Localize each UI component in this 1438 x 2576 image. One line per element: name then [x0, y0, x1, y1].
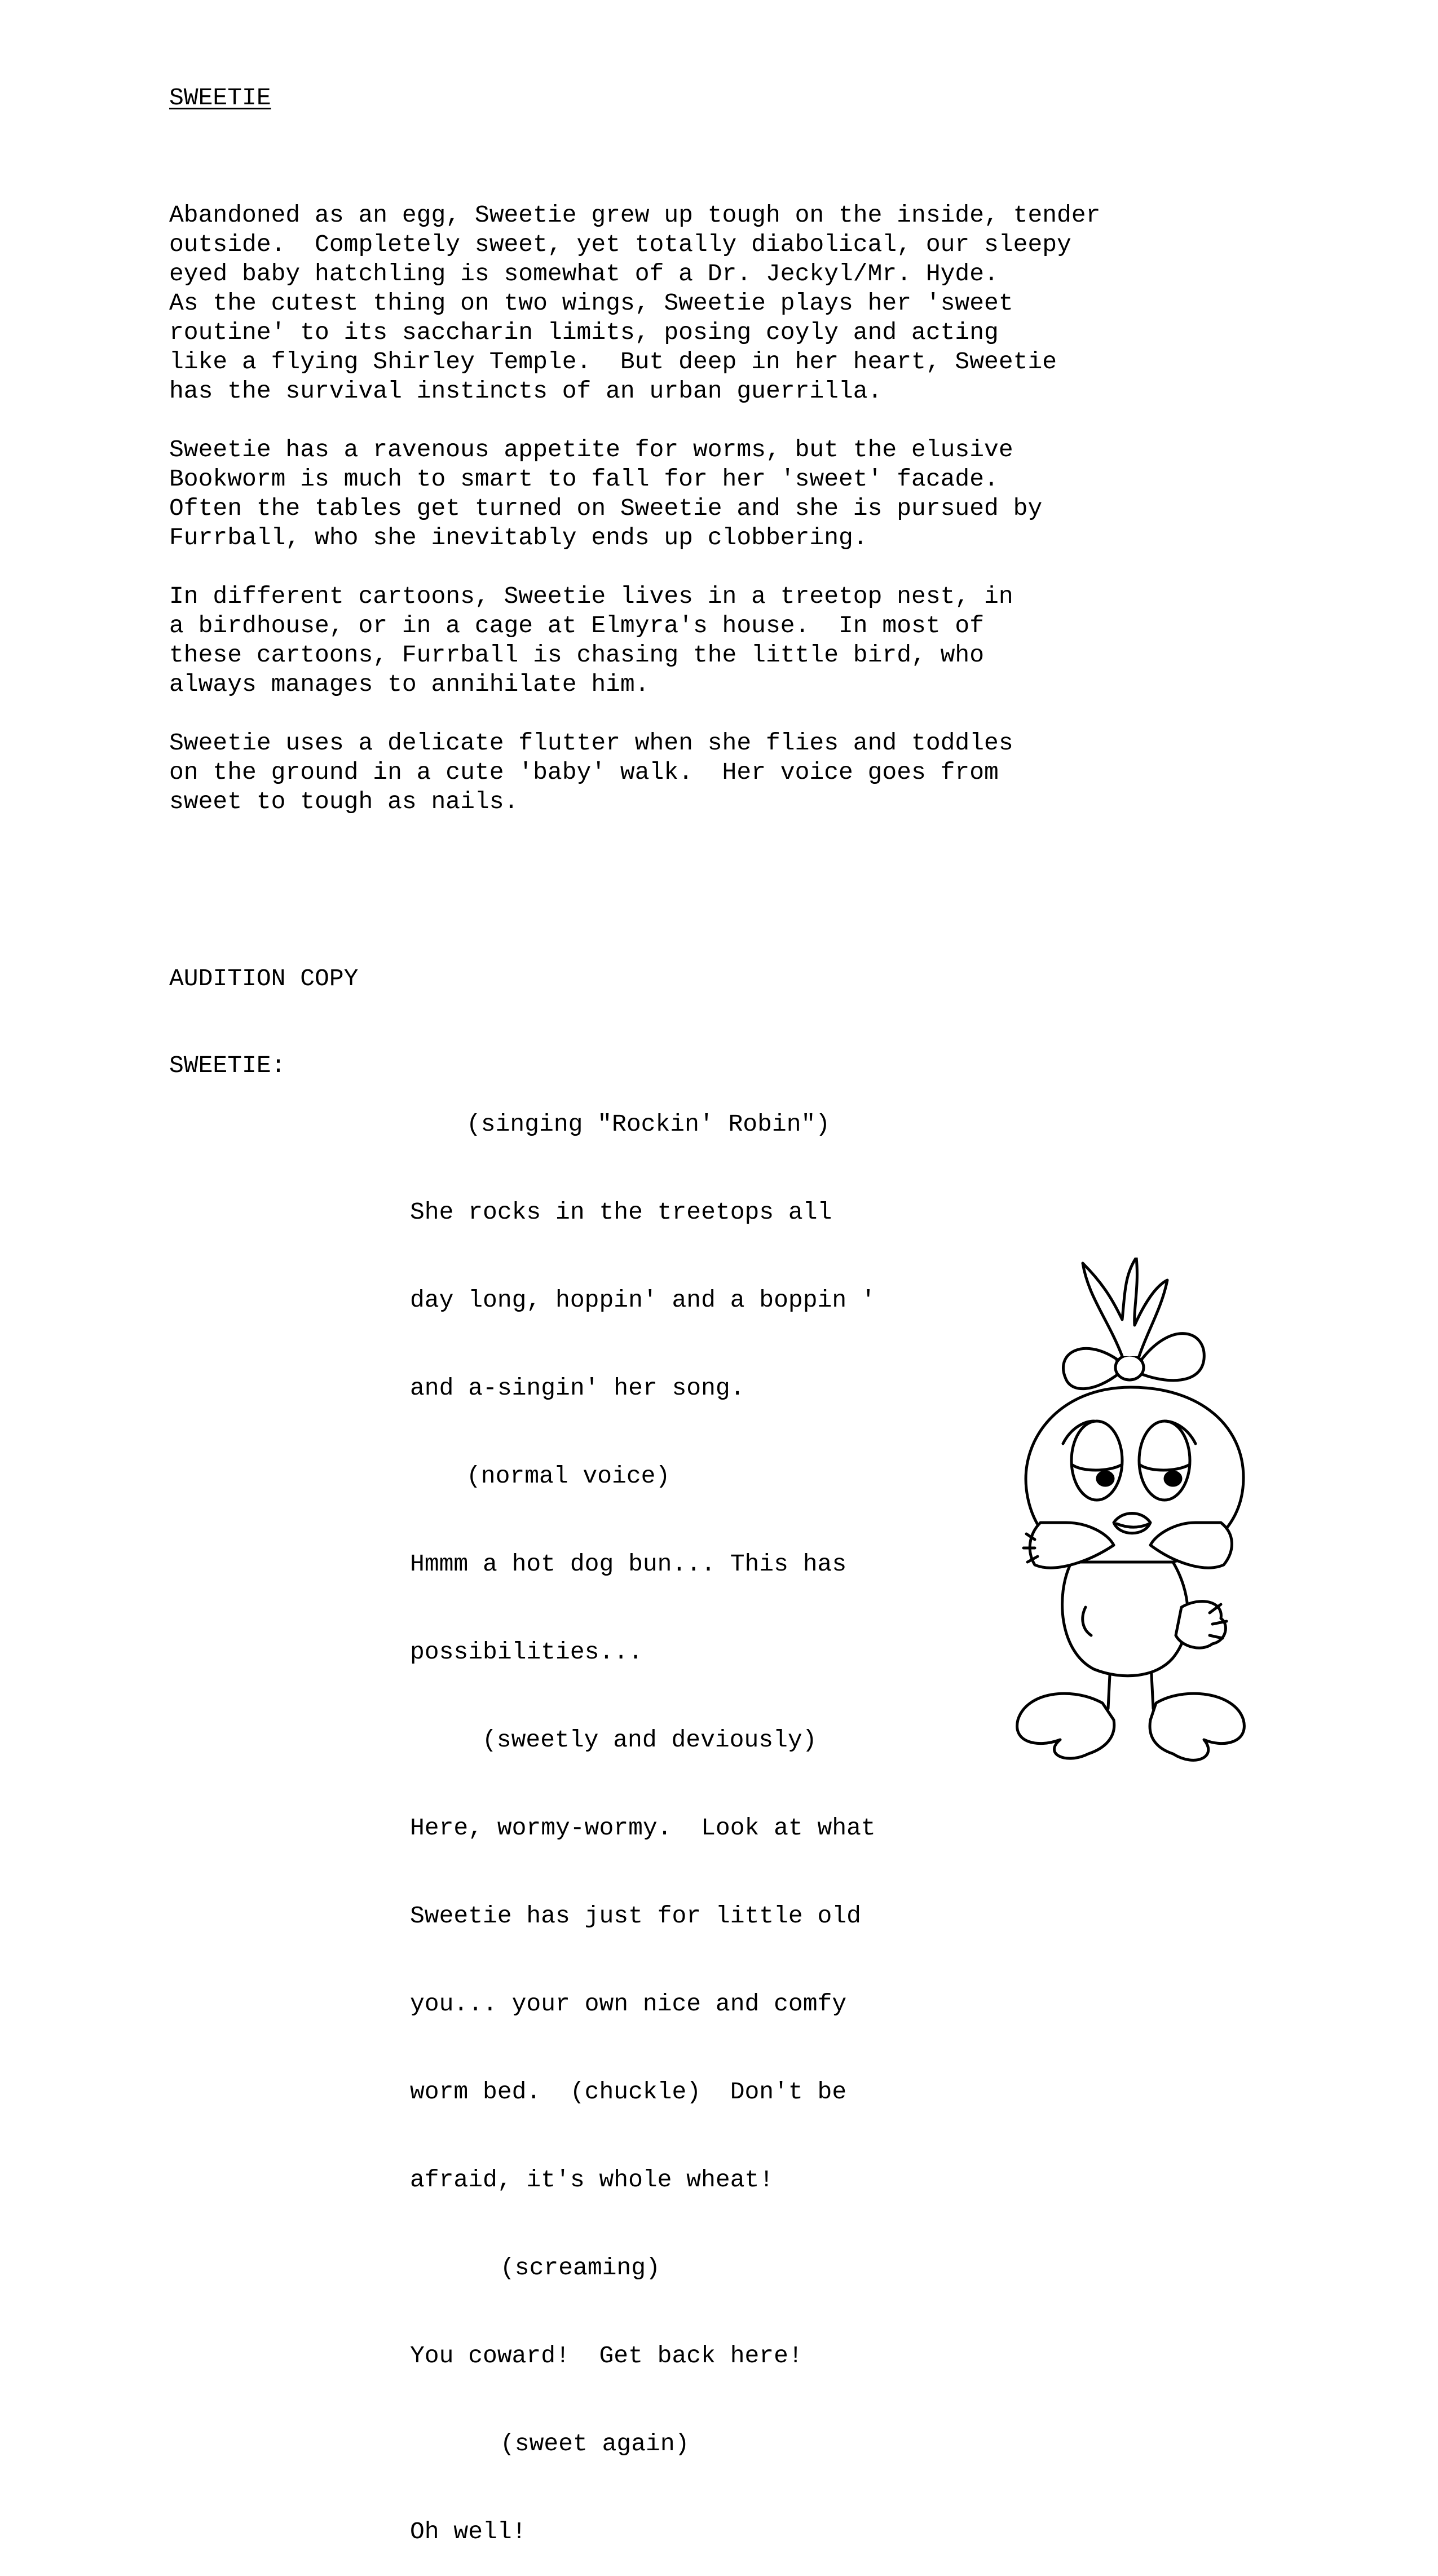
dialogue-line: you... your own nice and comfy [410, 1990, 847, 2018]
parenthetical-line: (sweet again) [500, 2430, 690, 2458]
bow-right [1139, 1334, 1204, 1380]
dialogue-line: Here, wormy-wormy. Look at what [410, 1814, 876, 1842]
right-eye [1139, 1421, 1190, 1500]
dialogue-line: Sweetie has just for little old [410, 1902, 861, 1930]
right-foot [1150, 1693, 1244, 1760]
feather-tuft [1083, 1258, 1167, 1356]
bow-left [1064, 1348, 1119, 1388]
parenthetical-line: (normal voice) [466, 1462, 671, 1490]
left-foot [1017, 1693, 1114, 1758]
dialogue-line: Hmmm a hot dog bun... This has [410, 1550, 847, 1578]
dialogue-line: She rocks in the treetops all [410, 1198, 832, 1226]
description-paragraph-4: Sweetie uses a delicate flutter when she flies and toddles on the ground in a cute 'baby' walk. Her voice goes from sweet to tough as nails. [169, 729, 1013, 815]
speaker-name: SWEETIE: [169, 1052, 286, 1079]
description-paragraph-1: Abandoned as an egg, Sweetie grew up tough on the inside, tender outside. Completely sweet, yet totally diabolical, our sleepy eyed baby hatchling is somewhat of a Dr. Jeckyl/Mr. Hyde. As the cutest thing on two wings, Sweetie plays her 'sweet routine' to its saccharin limits, posing coyly and acting like a flying Shirley Temple. But deep in her heart, Sweetie has the survival instincts of an urban guerrilla. [169, 201, 1101, 405]
dialogue-line: day long, hoppin' and a boppin ' [410, 1286, 876, 1314]
body [1062, 1562, 1188, 1676]
dialogue-line: possibilities... [410, 1638, 643, 1666]
parenthetical-line: (sweetly and deviously) [482, 1726, 817, 1754]
parenthetical-line: (singing "Rockin' Robin") [466, 1110, 831, 1138]
hand [1176, 1602, 1225, 1648]
sweetie-bird-icon [987, 1258, 1280, 1799]
dialogue-block [410, 1051, 876, 2576]
dialogue-line: and a-singin' her song. [410, 1374, 745, 1402]
page-title: SWEETIE [169, 84, 271, 112]
parenthetical-line: (screaming) [500, 2254, 660, 2282]
section-heading: AUDITION COPY [169, 965, 359, 993]
dialogue-line: Oh well! [410, 2518, 527, 2546]
description-paragraph-3: In different cartoons, Sweetie lives in a treetop nest, in a birdhouse, or in a cage at Elmyra's house. In most of these cartoons, Furrball is chasing the little bird, who always manages to annihilate him. [169, 583, 1013, 698]
dialogue-line: You coward! Get back here! [410, 2342, 803, 2370]
description-paragraph-2: Sweetie has a ravenous appetite for worms, but the elusive Bookworm is much to smart to fall for her 'sweet' facade. Often the tables get turned on Sweetie and she is pursued by Furrball, who she inevitably ends up clobbering. [169, 436, 1043, 552]
left-eye [1071, 1421, 1122, 1500]
dialogue-line: afraid, it's whole wheat! [410, 2166, 774, 2194]
dialogue-line: worm bed. (chuckle) Don't be [410, 2078, 847, 2106]
bow-knot [1115, 1355, 1144, 1380]
